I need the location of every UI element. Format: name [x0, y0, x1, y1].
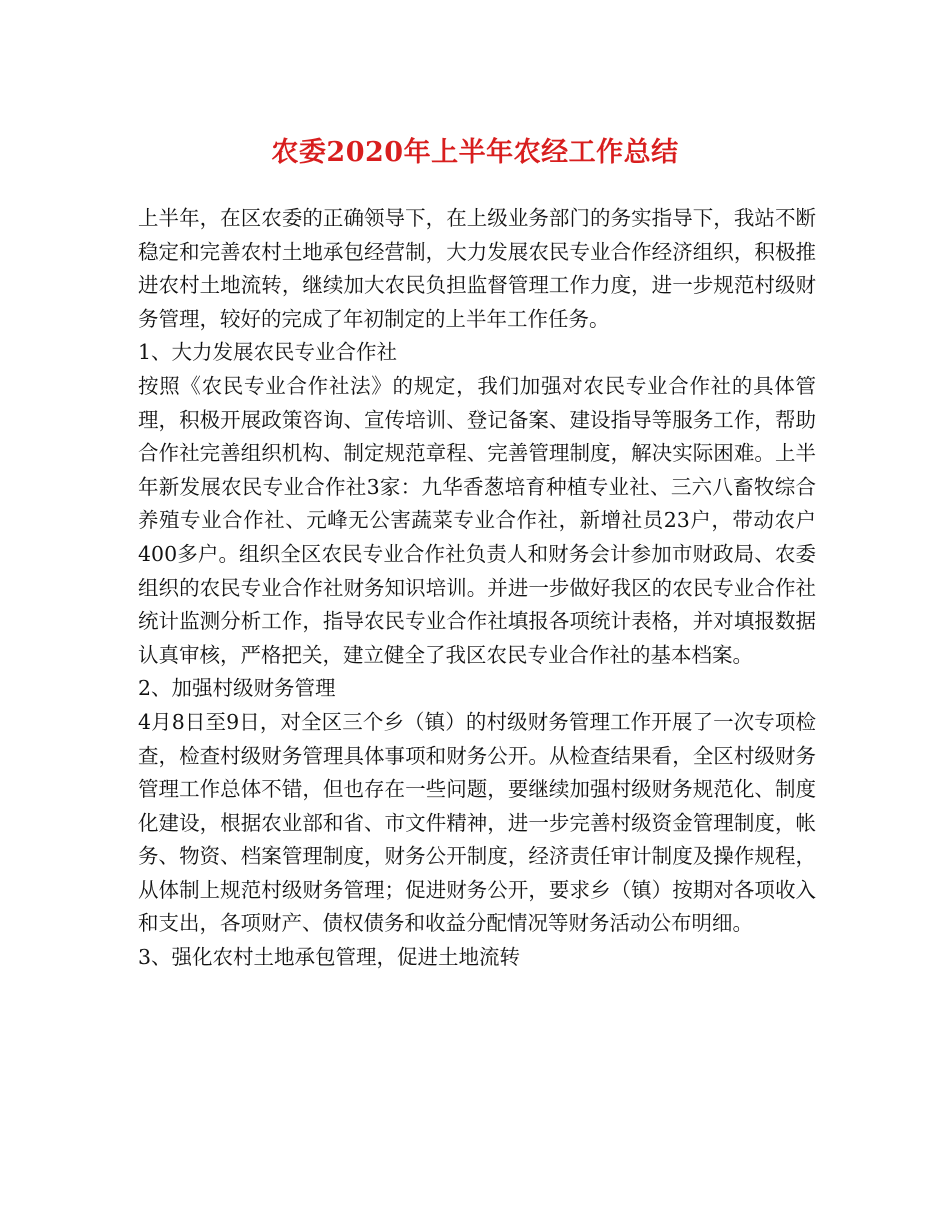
document-body	[138, 202, 816, 975]
section-heading-3: 3、强化农村土地承包管理，促进土地流转	[138, 945, 521, 970]
document-title: 农委2020年上半年农经工作总结	[271, 137, 679, 168]
intro-paragraph: 上半年，在区农委的正确领导下，在上级业务部门的务实指导下，我站不断稳定和完善农村土地承包经营制，大力发展农民专业合作经济组织，积极推进农村土地流转，继续加大农民负担监督管理工作力度，进一步规范村级财务管理，较好的完成了年初制定的上半年工作任务。	[138, 206, 816, 331]
section-heading-1: 1、大力发展农民专业合作社	[138, 340, 398, 365]
section-1-paragraph: 按照《农民专业合作社法》的规定，我们加强对农民专业合作社的具体管理，积极开展政策咨询、宣传培训、登记备案、建设指导等服务工作，帮助合作社完善组织机构、制定规范章程、完善管理制度，解决实际困难。上半年新发展农民专业合作社3家：九华香葱培育种植专业社、三六八畜牧综合养殖专业合作社、元峰无公害蔬菜专业合作社，新增社员23户，带动农户400多户。组织全区农民专业合作社负责人和财务会计参加市财政局、农委组织的农民专业合作社财务知识培训。并进一步做好我区的农民专业合作社统计监测分析工作，指导农民专业合作社填报各项统计表格，并对填报数据认真审核，严格把关，建立健全了我区农民专业合作社的基本档案。	[138, 373, 816, 667]
section-2-paragraph: 4月8日至9日，对全区三个乡（镇）的村级财务管理工作开展了一次专项检查，检查村级财务管理具体事项和财务公开。从检查结果看，全区村级财务管理工作总体不错，但也存在一些问题，要继续加强村级财务规范化、制度化建设，根据农业部和省、市文件精神，进一步完善村级资金管理制度，帐务、物资、档案管理制度，财务公开制度，经济责任审计制度及操作规程，从体制上规范村级财务管理；促进财务公开，要求乡（镇）按期对各项收入和支出，各项财产、债权债务和收益分配情况等财务活动公布明细。	[138, 709, 816, 936]
section-heading-2: 2、加强村级财务管理	[138, 676, 336, 701]
